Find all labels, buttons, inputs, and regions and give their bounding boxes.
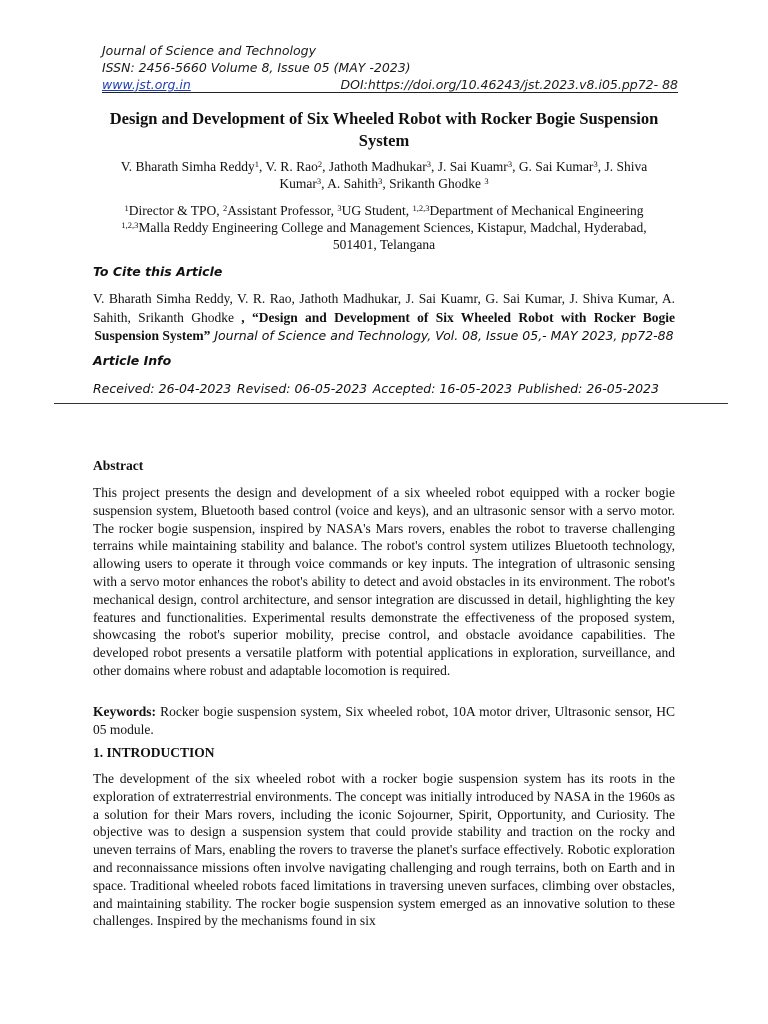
article-info-heading: Article Info xyxy=(93,353,172,368)
author-name: , Srikanth Ghodke xyxy=(382,176,485,191)
author-name: V. Bharath Simha Reddy xyxy=(120,159,255,174)
affil-department: Department of Mechanical Engineering xyxy=(429,203,644,218)
cite-heading: To Cite this Article xyxy=(93,264,223,279)
citation-source: Journal of Science and Technology, Vol. 08, Issue 05,- MAY 2023, pp72-88 xyxy=(210,328,674,343)
received-date: Received: 26-04-2023 xyxy=(93,381,232,396)
journal-name: Journal of Science and Technology xyxy=(102,43,316,58)
author-affil-mark: 2 xyxy=(317,159,323,169)
author-name: , V. R. Rao xyxy=(259,159,318,174)
accepted-date: Accepted: 16-05-2023 xyxy=(372,381,513,396)
keywords-label: Keywords: xyxy=(93,704,156,719)
affil-mark: 3 xyxy=(337,203,342,213)
article-info-divider xyxy=(54,403,728,404)
citation-text xyxy=(93,290,675,346)
author-name: , G. Sai Kumar xyxy=(512,159,594,174)
paper-title: Design and Development of Six Wheeled Robot with Rocker Bogie Suspension System xyxy=(109,109,659,150)
author-name: , Jathoth Madhukar xyxy=(322,159,427,174)
author-affil-mark: 3 xyxy=(484,176,489,186)
citation-authors: V. Bharath Simha Reddy, V. R. Rao, Jathoth Madhukar, J. Sai Kuamr, G. Sai Kumar, J. Shiva Kumar, A. Sahith, Srikanth Ghodke xyxy=(93,291,675,325)
author-affil-mark: 3 xyxy=(593,159,598,169)
abstract-text: This project presents the design and development of a six wheeled robot equipped with a rocker bogie suspension system, Bluetooth based control (voice and keys), and an ultrasonic sensor with a servo motor. The rocker bogie suspension, inspired by NASA's Mars rovers, enables the robot to traverse challenging terrains while maintaining stability and balance. The robot's control system utilizes Bluetooth technology, allowing users to operate it through voice commands or key inputs. The integration of ultrasonic sensing with a servo motor enhances the robot's ability to detect and avoid obstacles in its environment. The robot's mechanical design, control architecture, and sensor integration are discussed in detail, highlighting the key features and functionalities. Experimental results demonstrate the effectiveness of the proposed system, showcasing the robot's superior mobility, precise control, and obstacle avoidance capabilities. The developed robot presents a versatile platform with potential applications in exploration, surveillance, and other domains where robust and adaptable locomotion is required. xyxy=(93,485,675,678)
author-name: , J. Shiva Kumar xyxy=(279,159,648,191)
affil-mark: 1 xyxy=(124,203,129,213)
affil-mark: 1,2,3 xyxy=(412,203,430,213)
author-affil-mark: 3 xyxy=(507,159,513,169)
affiliation-block xyxy=(100,202,668,253)
affil-institution: Malla Reddy Engineering College and Management Sciences, Kistapur, Madchal, Hyderabad, 501401, Telangana xyxy=(138,220,647,252)
keywords-text: Rocker bogie suspension system, Six wheeled robot, 10A motor driver, Ultrasonic sensor, HC 05 module. xyxy=(93,704,675,737)
author-affil-mark: 1 xyxy=(254,159,260,169)
citation-title: , “Design and Development of Six Wheeled Robot with Rocker Bogie Suspension System” xyxy=(94,309,675,343)
author-list xyxy=(100,158,668,192)
author-name: , A. Sahith xyxy=(321,176,379,191)
journal-issn: ISSN: 2456-5660 Volume 8, Issue 05 (MAY -2023) xyxy=(102,60,411,75)
author-affil-mark: 3 xyxy=(378,176,383,186)
affil-text: UG Student, xyxy=(341,203,413,218)
journal-links-row xyxy=(102,76,678,93)
author-affil-mark: 3 xyxy=(426,159,431,169)
affil-text: Director & TPO, xyxy=(128,203,223,218)
header-divider xyxy=(102,92,678,93)
published-date: Published: 26-05-2023 xyxy=(517,381,659,396)
doi-text[interactable]: DOI:https://doi.org/10.46243/jst.2023.v8.i05.pp72- 88 xyxy=(340,77,678,92)
abstract-heading: Abstract xyxy=(93,458,144,473)
affil-text: Assistant Professor, xyxy=(227,203,338,218)
keywords xyxy=(93,703,675,739)
introduction-heading: 1. INTRODUCTION xyxy=(93,745,215,760)
affil-mark: 1,2,3 xyxy=(121,220,139,230)
affil-mark: 2 xyxy=(222,203,228,213)
journal-website-link[interactable]: www.jst.org.in xyxy=(102,77,191,92)
author-affil-mark: 3 xyxy=(316,176,322,186)
author-name: , J. Sai Kuamr xyxy=(430,159,508,174)
article-dates xyxy=(93,381,659,396)
introduction-text: The development of the six wheeled robot with a rocker bogie suspension system has its roots in the exploration of extraterrestrial environments. The concept was initially introduced by NASA in the 1960s as a solution for their Mars rovers, including the iconic Sojourner, Spirit, Opportunity, and Curiosity. The objective was to design a suspension system that could provide stability and traction on the rocky and uneven terrains of Mars, enabling the rovers to traverse the planet's surface effectively. Robotic exploration and reconnaissance missions often involve navigating challenging and rough terrains, both on Earth and in space. Traditional wheeled robots faced limitations in traversing uneven surfaces, climbing over obstacles, and maintaining stability. The rocker bogie suspension system emerged as an innovative solution to these challenges. Inspired by the mechanisms found in six xyxy=(93,771,675,929)
revised-date: Revised: 06-05-2023 xyxy=(236,381,368,396)
journal-header xyxy=(102,42,678,93)
